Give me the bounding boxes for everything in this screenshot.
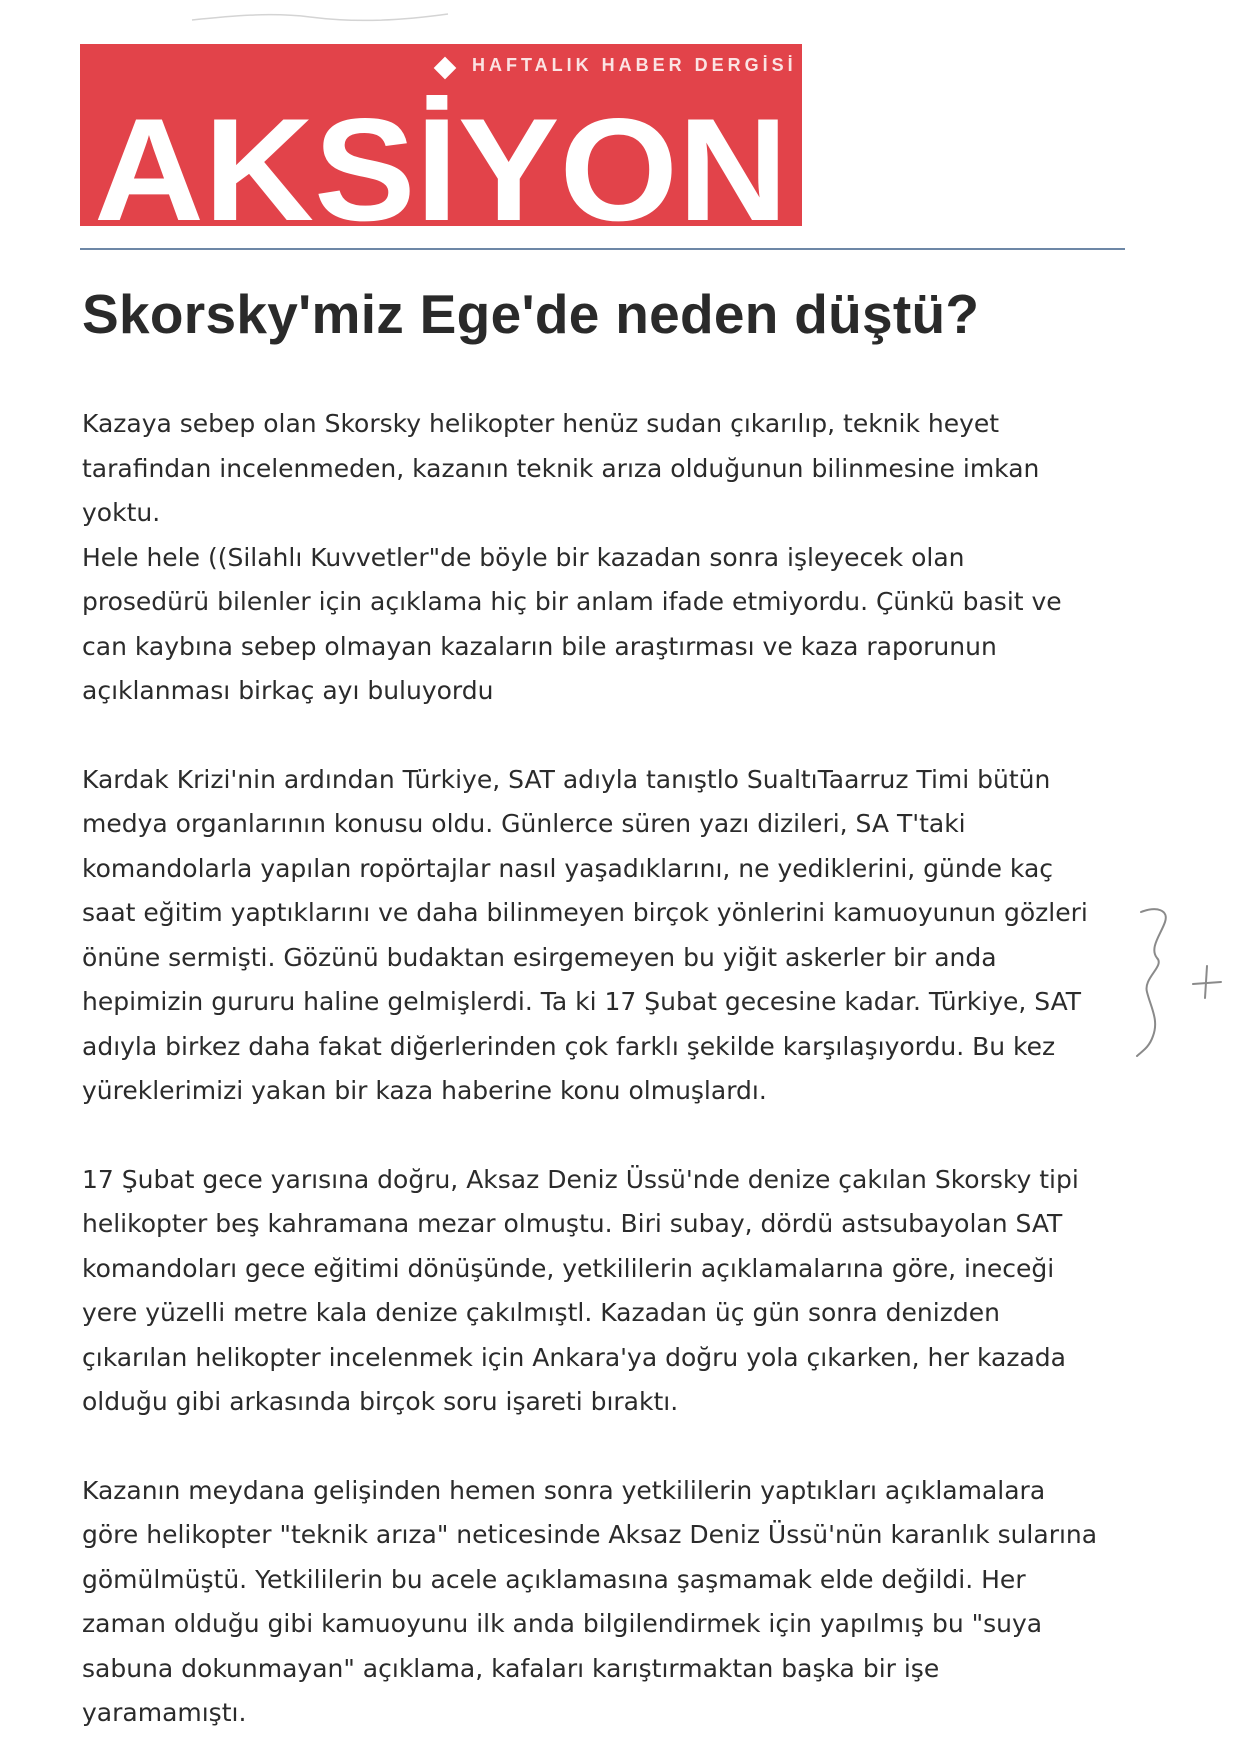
article-headline: Skorsky'miz Ege'de neden düştü? bbox=[82, 283, 980, 345]
text-line: 17 Şubat gece yarısına doğru, Aksaz Deniz Üssü'nde denize çakılan Skorsky tipi bbox=[82, 1164, 1079, 1194]
text-line: zaman olduğu gibi kamuoyunu ilk anda bilgilendirmek için yapılmış bu "suya bbox=[82, 1609, 1043, 1638]
text-line: tarafindan incelenmeden, kazanın teknik arıza olduğunun bilinmesine imkan bbox=[82, 453, 1040, 483]
masthead-banner bbox=[80, 44, 802, 232]
text-line: can kaybına sebep olmayan kazaların bile araştırması ve kaza raporunun bbox=[82, 631, 997, 661]
masthead-tagline: HAFTALIK HABER DERGİSİ bbox=[472, 55, 797, 75]
aksiyon-logo bbox=[94, 62, 788, 232]
text-line: komandoları gece eğitimi dönüşünde, yetkililerin açıklamalarına göre, ineceği bbox=[82, 1253, 1055, 1283]
article-paragraph bbox=[82, 1158, 1142, 1425]
paragraph-gap bbox=[82, 714, 1142, 758]
text-line: hepimizin gururu haline gelmişlerdi. Ta ki 17 Şubat gecesine kadar. Türkiye, SAT bbox=[82, 987, 1082, 1016]
text-line: çıkarılan helikopter incelenmek için Ankara'ya doğru yola çıkarken, her kazada bbox=[82, 1342, 1066, 1372]
text-line: önüne sermişti. Gözünü budaktan esirgemeyen bu yiğit askerler bir anda bbox=[82, 942, 997, 972]
text-line: saat eğitim yaptıklarını ve daha bilinmeyen birçok yönlerini kamuoyunun gözleri bbox=[82, 898, 1088, 927]
text-line: yaramamıştı. bbox=[82, 1698, 247, 1727]
text-line: açıklanması birkaç ayı buluyordu bbox=[82, 676, 494, 705]
text-line: yoktu. bbox=[82, 498, 161, 527]
text-line: Kazaya sebep olan Skorsky helikopter henüz sudan çıkarılıp, teknik heyet bbox=[82, 409, 1000, 438]
header-divider bbox=[80, 248, 1125, 250]
scan-smudge-mark bbox=[190, 8, 450, 26]
text-line: Kardak Krizi'nin ardından Türkiye, SAT adıyla tanıştlo SualtıTaarruz Timi bütün bbox=[82, 764, 1051, 794]
text-line: prosedürü bilenler için açıklama hiç bir anlam ifade etmiyordu. Çünkü basit ve bbox=[82, 587, 1062, 616]
handwritten-bracket-annotation bbox=[1135, 900, 1235, 1070]
text-line: yere yüzelli metre kala denize çakılmıştl. Kazadan üç gün sonra denizden bbox=[82, 1298, 1000, 1327]
text-line: yüreklerimizi yakan bir kaza haberine konu olmuşlardı. bbox=[82, 1076, 767, 1105]
text-line: helikopter beş kahramana mezar olmuştu. Biri subay, dördü astsubayolan SAT bbox=[82, 1209, 1063, 1238]
text-line: olduğu gibi arkasında birçok soru işareti bıraktı. bbox=[82, 1387, 679, 1416]
text-line: adıyla birkez daha fakat diğerlerinden çok farklı şekilde karşılaşıyordu. Bu kez bbox=[82, 1031, 1056, 1061]
paragraph-gap bbox=[82, 1425, 1142, 1469]
article-paragraph bbox=[82, 758, 1142, 1114]
text-line: Kazanın meydana gelişinden hemen sonra yetkililerin yaptıkları açıklamalara bbox=[82, 1475, 1046, 1505]
text-line: medya organlarının konusu oldu. Günlerce süren yazı dizileri, SA T'taki bbox=[82, 809, 966, 838]
article-paragraph bbox=[82, 1469, 1142, 1736]
text-line: göre helikopter "teknik arıza" neticesinde Aksaz Deniz Üssü'nün karanlık sularına bbox=[82, 1520, 1098, 1549]
svg-text:AKSİYON: AKSİYON bbox=[94, 88, 788, 232]
paragraph-gap bbox=[82, 1114, 1142, 1158]
text-line: gömülmüştü. Yetkililerin bu acele açıklamasına şaşmamak elde değildi. Her bbox=[82, 1564, 1026, 1594]
article-paragraph bbox=[82, 402, 1142, 714]
text-line: Hele hele ((Silahlı Kuvvetler"de böyle bir kazadan sonra işleyecek olan bbox=[82, 542, 965, 572]
article-body bbox=[82, 402, 1142, 1736]
text-line: sabuna dokunmayan" açıklama, kafaları karıştırmaktan başka bir işe bbox=[82, 1653, 940, 1683]
text-line: komandolarla yapılan ropörtajlar nasıl yaşadıklarını, ne yediklerini, günde kaç bbox=[82, 853, 1054, 883]
